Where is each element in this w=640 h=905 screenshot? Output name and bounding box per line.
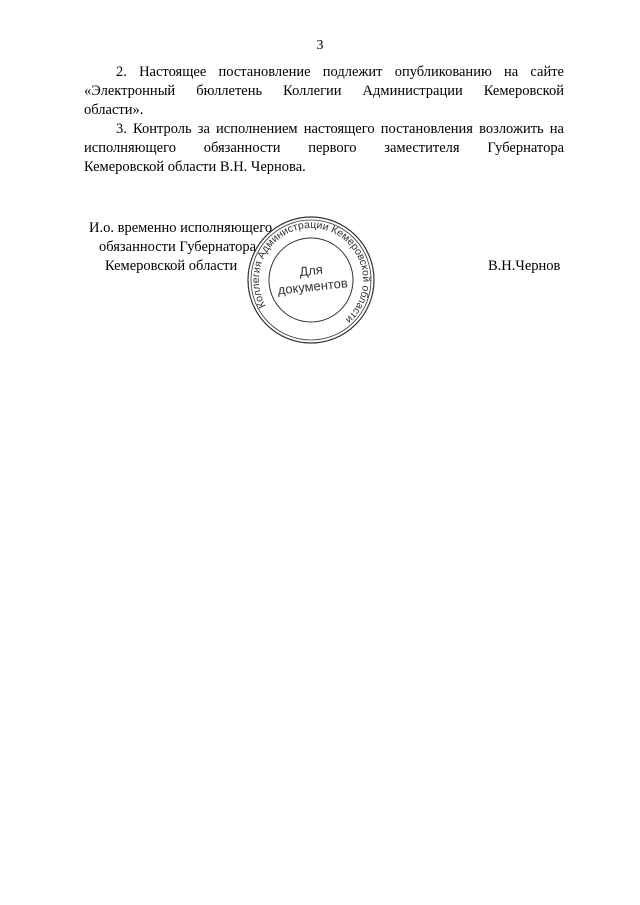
signer-name: В.Н.Чернов	[488, 258, 561, 274]
paragraph-2-line-3: области».	[84, 102, 144, 118]
document-body	[84, 63, 564, 177]
paragraph-3-line-1: 3. Контроль за исполнением настоящего постановления возложить на	[116, 121, 564, 137]
paragraph-3	[84, 120, 564, 177]
paragraph-2-line-1: 2. Настоящее постановление подлежит опубликованию на сайте	[116, 64, 564, 80]
paragraph-3-line-2: исполняющего обязанности первого заместителя Губернатора	[84, 140, 564, 156]
stamp-center-line-2: документов	[276, 275, 349, 298]
signatory-position-line-3: Кемеровской области	[105, 258, 238, 274]
stamp-seal-icon	[246, 215, 376, 345]
signatory-position-line-2: обязанности Губернатора	[99, 239, 257, 255]
paragraph-2-line-2: «Электронный бюллетень Коллегии Администрации Кемеровской	[84, 83, 564, 99]
paragraph-2	[84, 63, 564, 120]
stamp-center-line-1: Для	[298, 261, 324, 280]
official-stamp	[246, 215, 376, 345]
page-number: 3	[316, 38, 324, 53]
paragraph-3-line-3: Кемеровской области В.Н. Чернова.	[84, 159, 306, 175]
signatory-position-line-1: И.о. временно исполняющего	[89, 220, 273, 236]
stamp-ring-textpath: Коллегия Администрации Кемеровской области	[249, 218, 373, 326]
